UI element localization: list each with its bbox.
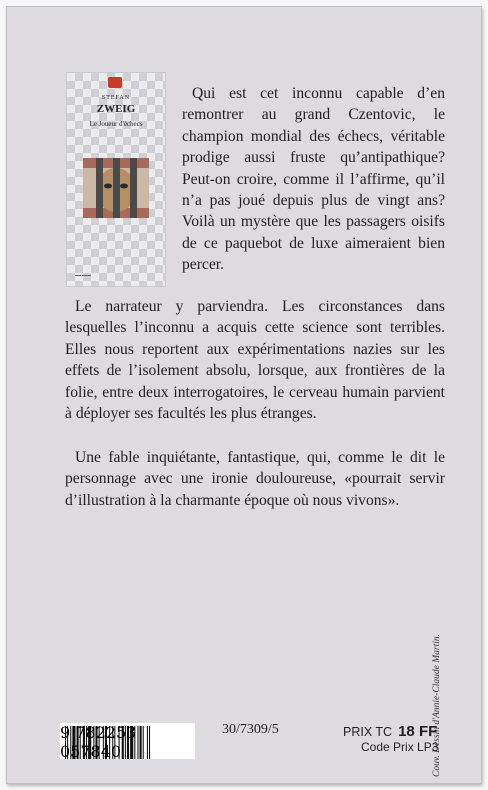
- blurb-paragraph-2: Le narrateur y parviendra. Les circonstances dans lesquelles l’inconnu a acquis cette science sont terribles. Elles nous reportent aux expérimentations nazies sur les effets de l’isolement absolu, lorsque, aux frontières de la folie, entre deux interrogatoires, le cerveau humain parvient à déployer ses facultés les plus étranges.: [65, 298, 445, 423]
- price-code-label: Code Prix: [361, 740, 414, 754]
- price-value: 18 FF: [398, 723, 438, 740]
- price-line: [343, 723, 437, 740]
- cover-thumbnail: [66, 72, 166, 287]
- price-code-value: LP3: [417, 740, 439, 754]
- price-label: PRIX TC: [343, 725, 393, 739]
- thumbnail-author-first: STEFAN: [101, 95, 131, 101]
- thumbnail-author-last: ZWEIG: [96, 103, 136, 115]
- isbn-code: 30/7309/5: [222, 722, 279, 737]
- blurb-paragraph-1: Qui est cet inconnu capable d’en remontrer au grand Czentovic, le champion mondial des échecs, véritable prodige aussi fruste qu’antipathique? Peut-on croire, comme il l’affirme, qu’il n’a pas joué depuis plus de vingt ans? Voilà un mystère que les passagers oisifs de ce paquebot de luxe aimeraient bien percer.: [182, 85, 445, 274]
- blurb-paragraph-3: Une fable inquiétante, fantastique, qui, comme le dit le personnage avec une ironie douloureuse, «pourrait servir d’illustration à la charmante époque où nous vivons».: [65, 449, 445, 509]
- book-back-cover: [6, 6, 482, 784]
- publisher-logo: [108, 77, 122, 88]
- thumbnail-title: Le Joueur d'échecs: [89, 120, 143, 128]
- price-code-line: [361, 740, 438, 754]
- cover-credit: Couv. Dessin d'Annie-Claude Martin.: [432, 633, 442, 777]
- thumbnail-tiny-label: ▬▬ ▬▬▬: [75, 273, 91, 277]
- prisoner-illustration: [83, 158, 149, 218]
- barcode-digits: 9 782253 057840: [60, 723, 137, 761]
